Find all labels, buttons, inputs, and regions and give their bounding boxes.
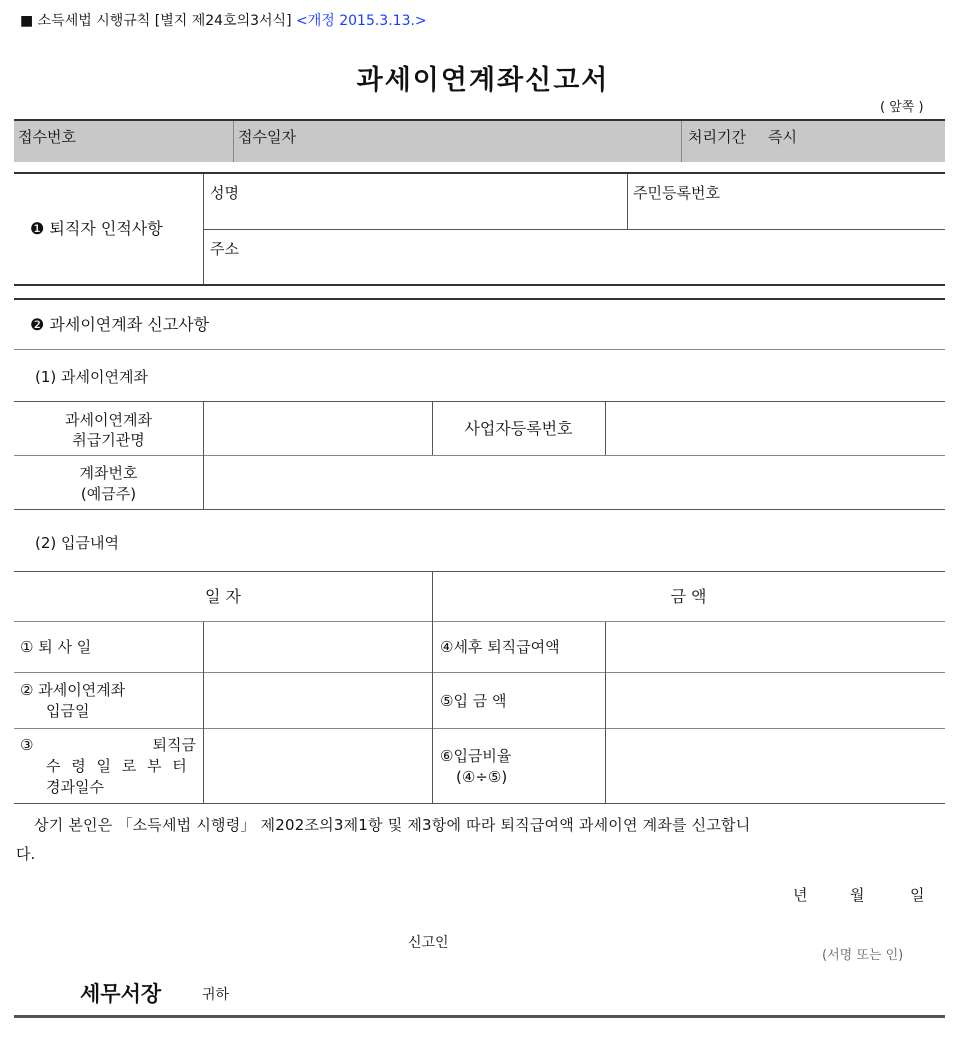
elapsed-days-line2: 수 령 일 로 부 터	[46, 757, 190, 775]
rrn-label: 주민등록번호	[633, 184, 720, 202]
tax-office-head: 세무서장	[80, 982, 162, 1006]
section1-title: ❶ 퇴직자 인적사항	[30, 219, 163, 238]
day-label: 일	[910, 886, 925, 904]
law-reference	[20, 12, 427, 30]
processing-period-label: 처리기간	[688, 128, 746, 146]
receipt-date-label: 접수일자	[238, 128, 296, 146]
deposit-date-label-line2: 입금일	[46, 702, 90, 720]
law-reference-text: ■ 소득세법 시행규칙 [별지 제24호의3서식]	[20, 13, 292, 29]
reporter-label: 신고인	[408, 935, 449, 951]
deposit-amount-label: ⑤입 금 액	[440, 692, 507, 710]
receipt-band	[14, 120, 945, 162]
elapsed-days-line1: 퇴직금	[152, 736, 196, 754]
month-label: 월	[850, 886, 865, 904]
honorific: 귀하	[202, 987, 230, 1003]
deposit-ratio-line2: (④÷⑤)	[456, 768, 508, 786]
institution-label	[14, 410, 203, 450]
retirement-date-label: ① 퇴 사 일	[20, 638, 92, 656]
deposit-ratio-line1: ⑥입금비율	[440, 747, 512, 765]
col-date-header: 일 자	[205, 587, 241, 606]
subsection-account-title: (1) 과세이연계좌	[35, 368, 148, 386]
declaration-line1: 상기 본인은 「소득세법 시행령」 제202조의3제1항 및 제3항에 따라 퇴직급여액 과세이연 계좌를 신고합니	[34, 816, 751, 834]
section2-title: ❷ 과세이연계좌 신고사항	[30, 315, 210, 334]
address-label: 주소	[210, 240, 239, 258]
elapsed-days-num: ③	[20, 736, 34, 754]
deposit-date-label	[20, 680, 125, 722]
form-title: 과세이연계좌신고서	[356, 65, 610, 96]
elapsed-days-line3: 경과일수	[46, 778, 104, 796]
revision-date: <개정 2015.3.13.>	[296, 13, 427, 29]
name-label: 성명	[210, 184, 239, 202]
bottom-rule	[14, 1015, 945, 1018]
deposit-ratio-label	[440, 746, 511, 788]
deposit-date-label-line1: ② 과세이연계좌	[20, 681, 126, 699]
bizno-label: 사업자등록번호	[464, 419, 573, 438]
col-amount-header: 금 액	[670, 587, 707, 606]
declaration-line2: 다.	[16, 845, 36, 863]
subsection-deposit-title: (2) 입금내역	[35, 534, 119, 552]
account-label	[14, 463, 203, 505]
processing-period-value: 즉시	[768, 128, 797, 146]
institution-label-line2: 취급기관명	[72, 431, 145, 449]
elapsed-days-label	[20, 735, 196, 798]
year-label: 년	[793, 886, 808, 904]
page-side-label: ( 앞쪽 )	[880, 100, 924, 115]
account-label-line1: 계좌번호	[79, 464, 138, 482]
signature-label: (서명 또는 인)	[822, 948, 904, 963]
account-label-line2: (예금주)	[80, 485, 137, 503]
institution-label-line1: 과세이연계좌	[65, 411, 152, 429]
after-tax-retirement-amount-label: ④세후 퇴직급여액	[440, 638, 560, 656]
receipt-number-label: 접수번호	[18, 128, 76, 146]
